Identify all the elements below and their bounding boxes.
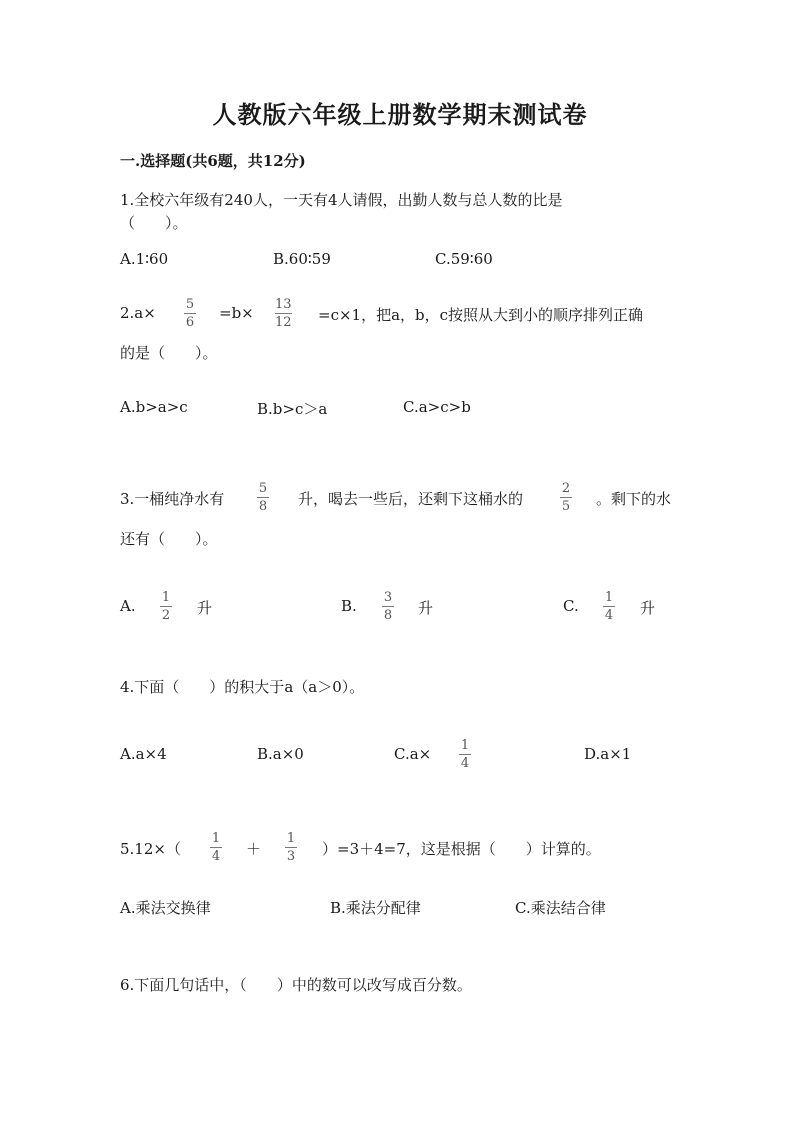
question-4-option-c: C.a×: [394, 745, 432, 763]
fraction-bar: [603, 606, 615, 607]
question-4-option-a: A.a×4: [120, 745, 167, 763]
question-1-option-b: B.60∶59: [273, 250, 331, 268]
question-4-option-c-fraction: [459, 738, 471, 771]
fraction-numerator: 3: [383, 590, 393, 605]
question-2-option-c: C.a>c>b: [403, 398, 471, 416]
fraction-denominator: 4: [211, 849, 221, 864]
fraction-bar: [210, 847, 222, 848]
question-3-prefix: 3.一桶纯净水有: [120, 490, 225, 508]
fraction-numerator: 1: [460, 738, 470, 753]
fraction-denominator: 8: [258, 499, 268, 514]
fraction-bar: [459, 754, 471, 755]
fraction-bar: [560, 497, 572, 498]
fraction-numerator: 2: [561, 481, 571, 496]
fraction-denominator: 5: [561, 499, 571, 514]
fraction-denominator: 8: [383, 608, 393, 623]
fraction-numerator: 5: [258, 481, 268, 496]
page-title: 人教版六年级上册数学期末测试卷: [212, 100, 588, 129]
fraction-bar: [160, 606, 172, 607]
fraction-numerator: 1: [286, 831, 296, 846]
fraction-numerator: 5: [185, 297, 195, 312]
fraction-denominator: 4: [604, 608, 614, 623]
question-5-option-b: B.乘法分配律: [330, 899, 421, 917]
question-3-option-a-unit: 升: [197, 599, 213, 617]
fraction-numerator: 1: [604, 590, 614, 605]
question-1-text: 1.全校六年级有240人，一天有4人请假，出勤人数与总人数的比是: [120, 191, 563, 209]
fraction-denominator: 12: [275, 315, 292, 330]
section-heading: 一.选择题(共6题，共12分): [120, 152, 306, 170]
fraction-bar: [257, 497, 269, 498]
fraction-denominator: 4: [460, 756, 470, 771]
question-2-text-line2: 的是（ ）。: [120, 344, 218, 362]
question-3-fraction-1: [257, 481, 269, 514]
fraction-denominator: 6: [185, 315, 195, 330]
question-3-mid: 升，喝去一些后，还剩下这桶水的: [298, 490, 524, 508]
question-2-fraction-1: [184, 297, 196, 330]
fraction-numerator: 1: [211, 831, 221, 846]
question-2-fraction-2: [275, 297, 292, 330]
fraction-numerator: 13: [275, 297, 292, 312]
question-3-option-a-fraction: [160, 590, 172, 623]
fraction-denominator: 2: [161, 608, 171, 623]
question-3-text-line2: 还有（ ）。: [120, 530, 218, 548]
question-3-option-a-label: A.: [120, 597, 136, 615]
question-5-fraction-1: [210, 831, 222, 864]
question-4-option-d: D.a×1: [584, 745, 632, 763]
question-3-option-b-unit: 升: [418, 599, 434, 617]
question-2-prefix: 2.a×: [120, 304, 156, 322]
question-3-option-c-fraction: [603, 590, 615, 623]
question-5-option-a: A.乘法交换律: [120, 899, 211, 917]
fraction-bar: [184, 313, 196, 314]
question-3-option-c-label: C.: [563, 597, 579, 615]
question-2-option-a: A.b>a>c: [120, 398, 188, 416]
question-5-fraction-2: [285, 831, 297, 864]
question-2-mid: =b×: [219, 304, 254, 322]
question-3-option-b-label: B.: [341, 597, 357, 615]
fraction-bar: [285, 847, 297, 848]
question-3-suffix: 。剩下的水: [596, 490, 672, 508]
question-2-suffix: =c×1，把a，b，c按照从大到小的顺序排列正确: [318, 306, 644, 324]
fraction-bar: [382, 606, 394, 607]
question-3-option-b-fraction: [382, 590, 394, 623]
question-1-option-c: C.59∶60: [435, 250, 493, 268]
question-5-plus: ＋: [246, 840, 262, 858]
fraction-denominator: 3: [286, 849, 296, 864]
question-5-prefix: 5.12×（: [120, 840, 181, 858]
fraction-bar: [275, 313, 292, 314]
question-3-fraction-2: [560, 481, 572, 514]
question-4-text: 4.下面（ ）的积大于a（a＞0）。: [120, 678, 365, 696]
question-4-option-b: B.a×0: [257, 745, 304, 763]
question-5-suffix: ）=3＋4=7，这是根据（ ）计算的。: [322, 840, 601, 858]
question-1-option-a: A.1∶60: [120, 250, 169, 268]
question-1-text-line2: （ ）。: [120, 214, 188, 232]
question-6-text: 6.下面几句话中，（ ）中的数可以改写成百分数。: [120, 976, 472, 994]
question-2-option-b: B.b>c＞a: [257, 400, 328, 418]
question-3-option-c-unit: 升: [640, 599, 656, 617]
question-5-option-c: C.乘法结合律: [515, 899, 606, 917]
fraction-numerator: 1: [161, 590, 171, 605]
